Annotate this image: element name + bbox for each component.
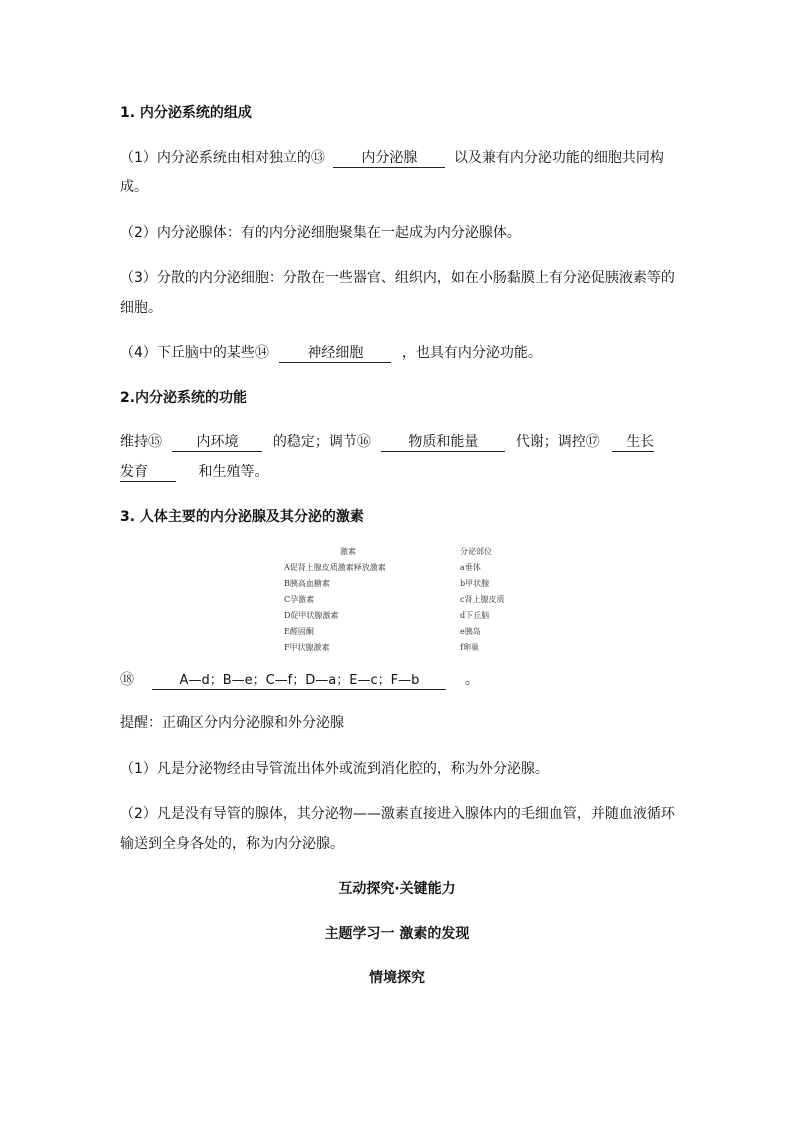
answer-blank-14: 神经细胞 [279, 345, 391, 363]
answer-18-line [120, 670, 479, 690]
answer-blank-16: 物质和能量 [381, 434, 505, 452]
table-header-location: 分泌部位 [460, 547, 492, 556]
paragraph-4-text-post: ，也具有内分泌功能。 [401, 345, 542, 361]
tip-paragraph-1: （1）凡是分泌物经由导管流出体外或流到消化腔的，称为外分泌腺。 [120, 761, 549, 777]
table-cell-location: f卵巢 [460, 643, 479, 652]
tip-title: 提醒：正确区分内分泌腺和外分泌腺 [120, 715, 344, 731]
answer-18-number: ⑱ [120, 672, 134, 688]
paragraph-4-text-pre: （4）下丘脑中的某些⑭ [120, 345, 269, 361]
section-3-heading: 3. 人体主要的内分泌腺及其分泌的激素 [120, 509, 364, 525]
paragraph-1 [120, 148, 664, 168]
answer-blank-15: 内环境 [172, 434, 262, 452]
function-paragraph [120, 432, 654, 452]
function-text-2: 的稳定；调节⑯ [272, 434, 371, 450]
table-cell-location: e胰岛 [460, 627, 481, 636]
section-2-heading: 2.内分泌系统的功能 [120, 390, 248, 406]
answer-blank-17-continued: 发育 [120, 464, 176, 482]
paragraph-1-text-pre: （1）内分泌系统由相对独立的⑬ [120, 150, 325, 166]
function-text-1: 维持⑮ [120, 434, 162, 450]
table-cell-hormone: C孕激素 [284, 595, 315, 604]
table-cell-location: d下丘脑 [460, 611, 490, 620]
paragraph-4 [120, 343, 542, 363]
table-cell-hormone: D促甲状腺激素 [284, 611, 339, 620]
table-cell-hormone: F甲状腺激素 [284, 643, 330, 652]
paragraph-3: （3）分散的内分泌细胞：分散在一些器官、组织内，如在小肠黏膜上有分泌促胰液素等的 [120, 270, 675, 286]
table-cell-location: b甲状腺 [460, 579, 490, 588]
paragraph-2: （2）内分泌腺体：有的内分泌细胞聚集在一起成为内分泌腺体。 [120, 225, 521, 241]
section-heading-scenario: 情境探究 [369, 970, 425, 986]
paragraph-1-text-post: 以及兼有内分泌功能的细胞共同构 [453, 150, 664, 166]
answer-blank-17: 生长 [612, 434, 654, 452]
section-heading-topic: 主题学习一 激素的发现 [324, 926, 470, 942]
table-cell-hormone: E醛固酮 [284, 627, 314, 636]
answer-blank-18: A—d；B—e；C—f；D—a；E—c；F—b [152, 672, 446, 690]
answer-blank-13: 内分泌腺 [333, 150, 445, 168]
table-cell-hormone: B胰高血糖素 [284, 579, 330, 588]
function-text-4: 和生殖等。 [198, 464, 269, 480]
table-cell-hormone: A促肾上腺皮质激素释放激素 [284, 563, 386, 572]
function-paragraph-continued [120, 462, 268, 482]
function-text-3: 代谢；调控⑰ [515, 434, 600, 450]
table-cell-location: a垂体 [460, 563, 481, 572]
table-cell-location: c肾上腺皮质 [460, 595, 505, 604]
paragraph-1-continued: 成。 [120, 179, 148, 195]
section-heading-interactive: 互动探究·关键能力 [338, 881, 456, 897]
answer-18-end: 。 [464, 672, 479, 688]
paragraph-3-continued: 细胞。 [120, 300, 162, 316]
section-1-heading: 1. 内分泌系统的组成 [120, 105, 252, 121]
tip-paragraph-2: （2）凡是没有导管的腺体，其分泌物——激素直接进入腺体内的毛细血管，并随血液循环 [120, 806, 675, 822]
table-header-hormone: 激素 [340, 547, 356, 556]
tip-paragraph-2-continued: 输送到全身各处的，称为内分泌腺。 [120, 836, 344, 852]
